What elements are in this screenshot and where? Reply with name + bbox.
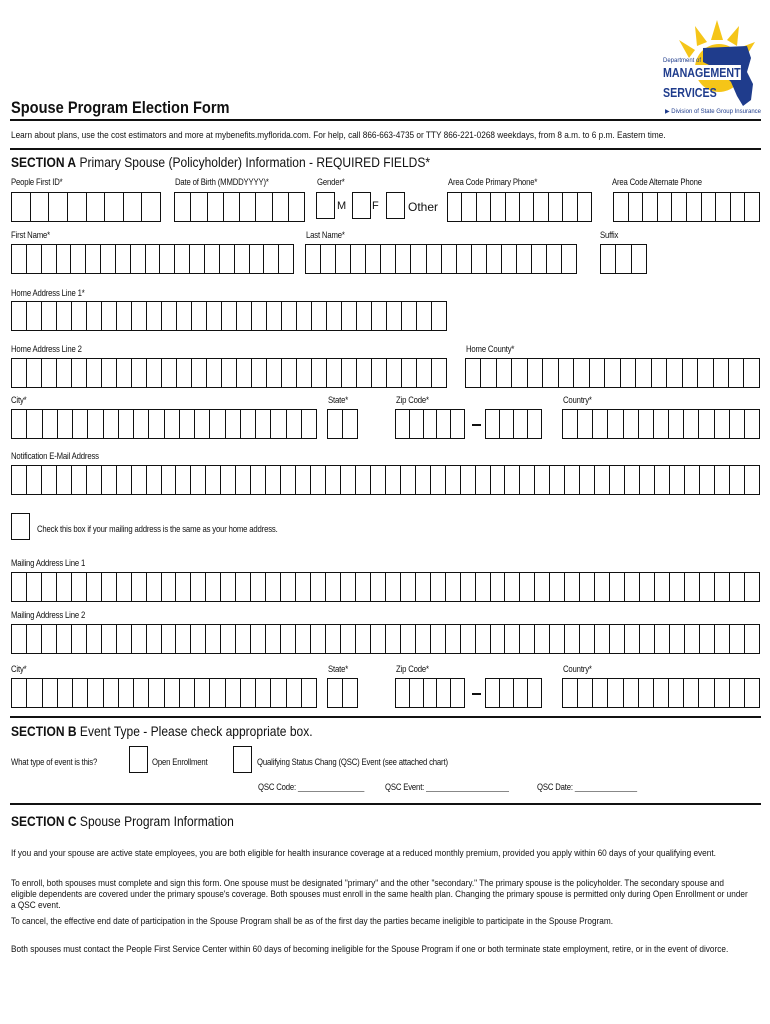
dms-logo xyxy=(655,18,767,122)
last-name-input[interactable] xyxy=(305,244,577,274)
state-input[interactable] xyxy=(327,409,358,439)
mail-country-input[interactable] xyxy=(562,678,760,708)
mailing-address-2-input[interactable] xyxy=(11,624,760,654)
section-c-paragraph: Both spouses must contact the People First Service Center within 60 days of becoming ineligible for the Spouse Program if one or both terminate state employment, retire, or in the event of divorce. xyxy=(11,944,729,955)
divider xyxy=(10,803,761,805)
primary-phone-input[interactable] xyxy=(447,192,592,222)
mail-state-label: State* xyxy=(328,664,349,674)
qsc-event-checkbox[interactable] xyxy=(233,746,252,773)
people-first-id-label: People First ID* xyxy=(11,177,63,187)
home-county-label: Home County* xyxy=(466,344,515,354)
zip-dash xyxy=(472,424,481,426)
country-label: Country* xyxy=(563,395,592,405)
home-address-1-label: Home Address Line 1* xyxy=(11,288,85,298)
dob-input[interactable] xyxy=(174,192,305,222)
mail-state-input[interactable] xyxy=(327,678,358,708)
city-input[interactable] xyxy=(11,409,317,439)
same-address-label: Check this box if your mailing address is the same as your home address. xyxy=(37,524,278,534)
section-a-title: SECTION A Primary Spouse (Policyholder) Information - REQUIRED FIELDS* xyxy=(11,154,431,170)
divider xyxy=(10,716,761,718)
section-c-title: SECTION C Spouse Program Information xyxy=(11,813,234,829)
alt-phone-input[interactable] xyxy=(613,192,760,222)
mail-city-label: City* xyxy=(11,664,27,674)
event-question: What type of event is this? xyxy=(11,757,98,767)
gender-other-checkbox[interactable] xyxy=(386,192,405,219)
section-b-title: SECTION B Event Type - Please check appropriate box. xyxy=(11,723,313,739)
title-divider xyxy=(10,119,761,121)
qsc-event-label: Qualifying Status Chang (QSC) Event (see attached chart) xyxy=(257,757,448,767)
gender-label: Gender* xyxy=(317,177,345,187)
gender-f-checkbox[interactable] xyxy=(352,192,371,219)
country-input[interactable] xyxy=(562,409,760,439)
suffix-label: Suffix xyxy=(600,230,619,240)
gender-m-checkbox[interactable] xyxy=(316,192,335,219)
gender-m-label: M xyxy=(337,200,347,212)
divider xyxy=(10,148,761,150)
mail-zip-label: Zip Code* xyxy=(396,664,429,674)
logo-dept: Department of xyxy=(663,58,702,64)
city-label: City* xyxy=(11,395,27,405)
logo-services: SERVICES xyxy=(663,85,717,100)
first-name-label: First Name* xyxy=(11,230,50,240)
suffix-input[interactable] xyxy=(600,244,647,274)
alt-phone-label: Area Code Alternate Phone xyxy=(612,177,702,187)
mail-zip-dash xyxy=(472,693,481,695)
section-c-paragraph: If you and your spouse are active state employees, you are both eligible for health insurance coverage at a reduced monthly premium, provided you apply within 60 days of your qualifying event. xyxy=(11,848,716,859)
email-input[interactable] xyxy=(11,465,760,495)
first-name-input[interactable] xyxy=(11,244,294,274)
intro-text: Learn about plans, use the cost estimators and more at mybenefits.myflorida.com. For help, call 866-663-4735 or TTY 866-221-0268 weekdays, from 8 a.m. to 6 p.m. Eastern time. xyxy=(11,130,666,141)
open-enrollment-label: Open Enrollment xyxy=(152,757,208,767)
dob-label: Date of Birth (MMDDYYYY)* xyxy=(175,177,269,187)
last-name-label: Last Name* xyxy=(306,230,345,240)
home-county-input[interactable] xyxy=(465,358,760,388)
zip-label: Zip Code* xyxy=(396,395,429,405)
mailing-address-1-label: Mailing Address Line 1 xyxy=(11,558,86,568)
primary-phone-label: Area Code Primary Phone* xyxy=(448,177,538,187)
mailing-address-2-label: Mailing Address Line 2 xyxy=(11,610,86,620)
section-c-paragraph: To enroll, both spouses must complete and sign this form. One spouse must be designated "primary" and the other "secondary." The primary spouse is the policyholder. The secondary spouse and eligible dependents are covered under the primary spouse's coverage. Both spouses must enroll in the same health plan. Changing the primary spouse is permitted only during Open Enrollment or under a QSC event. xyxy=(11,878,748,911)
gender-f-label: F xyxy=(372,200,379,212)
mailing-address-1-input[interactable] xyxy=(11,572,760,602)
qsc-date-field[interactable]: QSC Date: _______________ xyxy=(537,782,637,792)
mail-country-label: Country* xyxy=(563,664,592,674)
same-address-checkbox[interactable] xyxy=(11,513,30,540)
people-first-id-input[interactable] xyxy=(11,192,161,222)
qsc-code-field[interactable]: QSC Code: ________________ xyxy=(258,782,365,792)
qsc-event-field[interactable]: QSC Event: ____________________ xyxy=(385,782,509,792)
zip-input[interactable] xyxy=(395,409,465,439)
mail-city-input[interactable] xyxy=(11,678,317,708)
logo-management: MANAGEMENT xyxy=(663,65,741,80)
page-title: Spouse Program Election Form xyxy=(11,98,230,117)
zip-ext-input[interactable] xyxy=(485,409,542,439)
section-c-paragraph: To cancel, the effective end date of participation in the Spouse Program shall be as of the first day the parties became ineligible to participate in the Spouse Program. xyxy=(11,916,614,927)
home-address-1-input[interactable] xyxy=(11,301,447,331)
gender-other-label: Other xyxy=(408,200,439,214)
mail-zip-ext-input[interactable] xyxy=(485,678,542,708)
home-address-2-label: Home Address Line 2 xyxy=(11,344,82,354)
mail-zip-input[interactable] xyxy=(395,678,465,708)
home-address-2-input[interactable] xyxy=(11,358,447,388)
email-label: Notification E-Mail Address xyxy=(11,451,99,461)
open-enrollment-checkbox[interactable] xyxy=(129,746,148,773)
logo-division: ▶ Division of State Group Insurance xyxy=(665,109,761,115)
state-label: State* xyxy=(328,395,349,405)
